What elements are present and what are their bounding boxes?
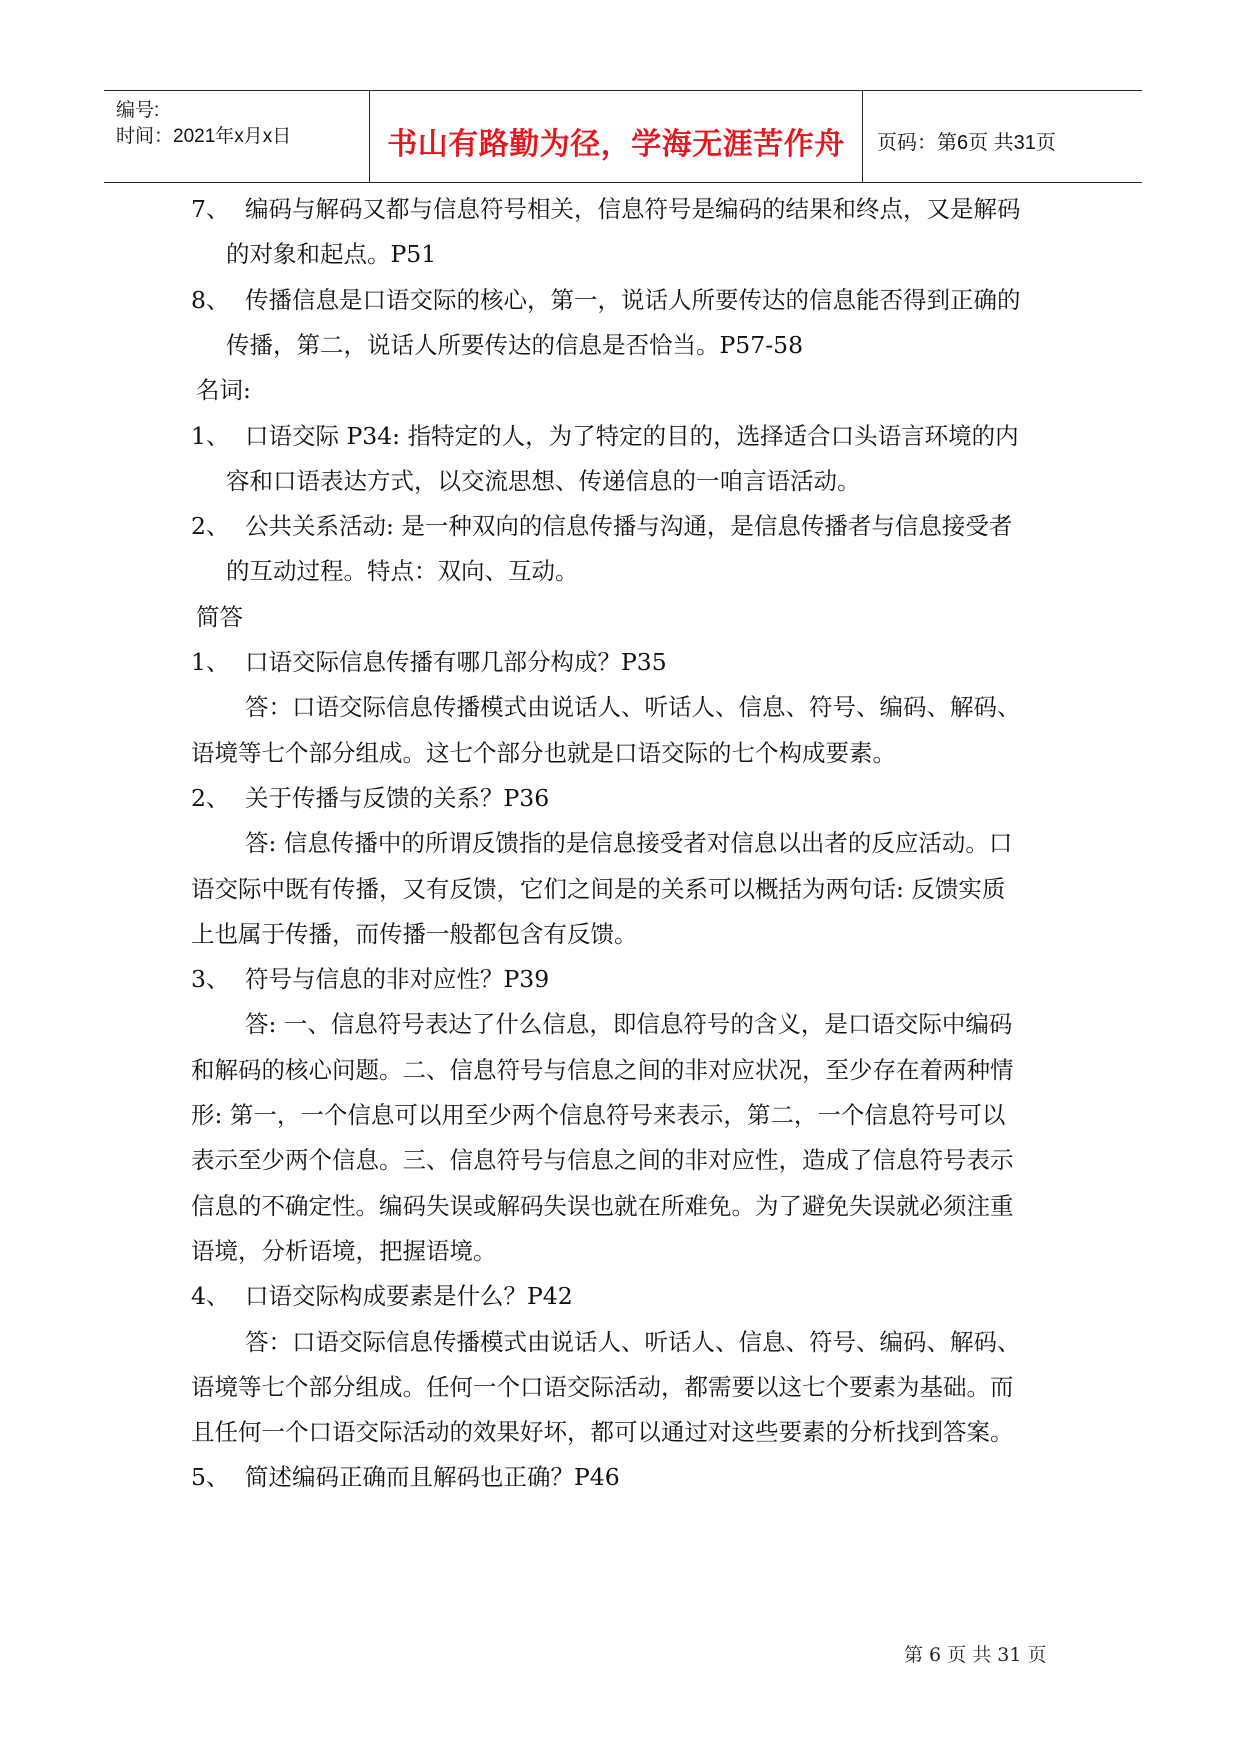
question-text: 口语交际构成要素是什么？P42 (245, 1282, 573, 1311)
answer-text: 语境等七个部分组成。任何一个口语交际活动，都需要以这七个要素为基础。而 (191, 1372, 1014, 1401)
question-text: 符号与信息的非对应性？P39 (245, 965, 550, 994)
term-item-text: 公共关系活动: 是一种双向的信息传播与沟通，是信息传播者与信息接受者 (245, 512, 1013, 541)
term-item-text: 容和口语表达方式，以交流思想、传递信息的一咱言语活动。 (226, 466, 861, 495)
section-heading-qa: 简答 (196, 602, 243, 631)
term-item-number: 2、 (191, 512, 230, 541)
term-item-number: 1、 (191, 421, 230, 450)
list-item-text: 编码与解码又都与信息符号相关，信息符号是编码的结果和终点，又是解码 (245, 195, 1021, 223)
document-number-label: 编号: (116, 100, 160, 121)
answer-text: 语境等七个部分组成。这七个部分也就是口语交际的七个构成要素。 (191, 738, 896, 767)
question-number: 2、 (191, 783, 230, 812)
page-footer: 第 6 页 共 31 页 (904, 1644, 1047, 1666)
list-item-text: 传播信息是口语交际的核心，第一，说话人所要传达的信息能否得到正确的 (245, 285, 1021, 314)
question-text: 简述编码正确而且解码也正确？P46 (245, 1463, 620, 1492)
answer-text: 信息的不确定性。编码失误或解码失误也就在所难免。为了避免失误就必须注重 (191, 1191, 1014, 1220)
page-header (104, 90, 1142, 183)
answer-text: 答：口语交际信息传播模式由说话人、听话人、信息、符号、编码、解码、 (245, 693, 1021, 722)
list-item-text: 的对象和起点。P51 (226, 240, 437, 269)
header-meta-cell (104, 91, 370, 182)
list-item-number: 8、 (191, 285, 230, 314)
question-number: 5、 (191, 1463, 230, 1492)
answer-text: 答: 一、信息符号表达了什么信息，即信息符号的含义，是口语交际中编码 (245, 1010, 1013, 1039)
question-number: 4、 (191, 1282, 230, 1311)
answer-text: 答：口语交际信息传播模式由说话人、听话人、信息、符号、编码、解码、 (245, 1327, 1021, 1356)
answer-text: 答: 信息传播中的所谓反馈指的是信息接受者对信息以出者的反应活动。口 (245, 829, 1013, 858)
answer-text: 且任何一个口语交际活动的效果好坏，都可以通过对这些要素的分析找到答案。 (191, 1418, 1014, 1447)
list-item-number: 7、 (191, 195, 230, 223)
answer-text: 表示至少两个信息。三、信息符号与信息之间的非对应性，造成了信息符号表示 (191, 1146, 1014, 1175)
answer-text: 语境，分析语境，把握语境。 (191, 1236, 497, 1265)
header-motto: 书山有路勤为径，学海无涯苦作舟 (387, 127, 845, 162)
document-time-label: 时间：2021年x月x日 (116, 126, 292, 147)
header-motto-cell (370, 91, 863, 182)
list-item-text: 传播，第二，说话人所要传达的信息是否恰当。P57-58 (226, 330, 804, 359)
answer-text: 和解码的核心问题。二、信息符号与信息之间的非对应状况，至少存在着两种情 (191, 1055, 1014, 1084)
answer-text: 形: 第一，一个信息可以用至少两个信息符号来表示，第二，一个信息符号可以 (191, 1101, 1006, 1129)
question-number: 1、 (191, 648, 230, 676)
header-page-info: 页码：第6页 共31页 (877, 132, 1056, 154)
header-page-cell (863, 91, 1142, 182)
answer-text: 语交际中既有传播，又有反馈，它们之间是的关系可以概括为两句话: 反馈实质 (191, 874, 1006, 903)
question-number: 3、 (191, 965, 230, 994)
section-heading-terms: 名词: (196, 376, 251, 405)
answer-text: 上也属于传播，而传播一般都包含有反馈。 (191, 919, 638, 948)
term-item-text: 口语交际 P34: 指特定的人，为了特定的目的，选择适合口头语言环境的内 (245, 421, 1019, 450)
question-text: 口语交际信息传播有哪几部分构成？P35 (245, 648, 667, 676)
question-text: 关于传播与反馈的关系？P36 (245, 783, 550, 812)
term-item-text: 的互动过程。特点：双向、互动。 (226, 557, 579, 586)
